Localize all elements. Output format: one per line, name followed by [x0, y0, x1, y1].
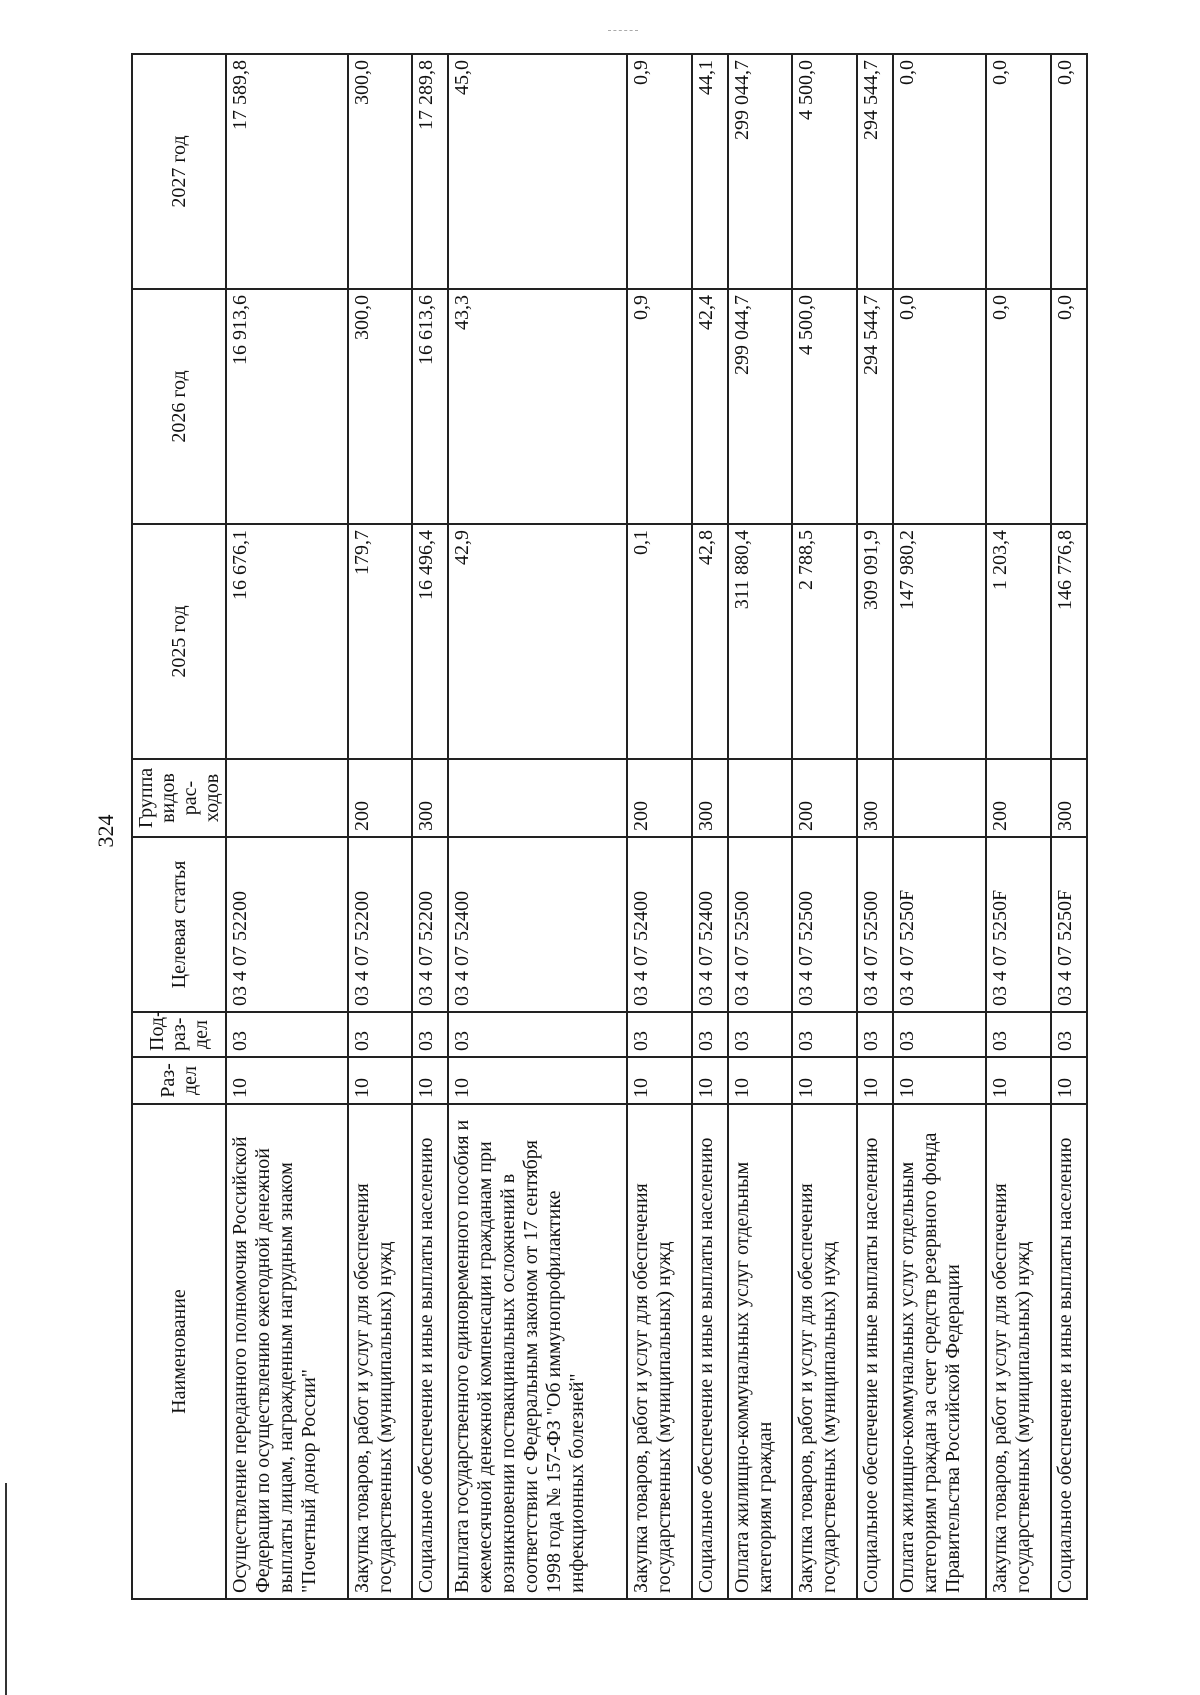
cell-podrazdel: 03 — [692, 1012, 728, 1057]
cell-2027: 0,0 — [893, 54, 986, 289]
cell-2026: 0,0 — [893, 289, 986, 524]
table-row — [986, 54, 1051, 1599]
header-razdel: Раз-дел — [132, 1057, 226, 1104]
cell-group — [893, 759, 986, 837]
cell-name: Закупка товаров, работ и услуг для обеспечения государственных (муниципальных) нужд — [986, 1104, 1051, 1599]
table-row — [857, 54, 893, 1599]
cell-2025: 179,7 — [348, 524, 413, 759]
cell-target: 03 4 07 52500 — [857, 837, 893, 1012]
cell-group — [226, 759, 348, 837]
cell-2025: 0,1 — [627, 524, 692, 759]
header-2025: 2025 год — [132, 524, 226, 759]
cell-podrazdel: 03 — [627, 1012, 692, 1057]
cell-target: 03 4 07 52400 — [692, 837, 728, 1012]
cell-2026: 42,4 — [692, 289, 728, 524]
cell-2026: 0,0 — [986, 289, 1051, 524]
header-podrazdel: Под-раз-дел — [132, 1012, 226, 1057]
cell-2026: 16 613,6 — [412, 289, 448, 524]
header-name: Наименование — [132, 1104, 226, 1599]
cell-razdel: 10 — [627, 1057, 692, 1104]
table-row — [893, 54, 986, 1599]
cell-podrazdel: 03 — [348, 1012, 413, 1057]
cell-name: Закупка товаров, работ и услуг для обеспечения государственных (муниципальных) нужд — [348, 1104, 413, 1599]
cell-group: 200 — [792, 759, 857, 837]
cell-2026: 4 500,0 — [792, 289, 857, 524]
cell-razdel: 10 — [857, 1057, 893, 1104]
cell-2026: 300,0 — [348, 289, 413, 524]
cell-2025: 311 880,4 — [728, 524, 793, 759]
cell-group: 300 — [857, 759, 893, 837]
table-row — [1051, 54, 1087, 1599]
cell-podrazdel: 03 — [412, 1012, 448, 1057]
cell-name: Закупка товаров, работ и услуг для обеспечения государственных (муниципальных) нужд — [627, 1104, 692, 1599]
cell-podrazdel: 03 — [857, 1012, 893, 1057]
table-row — [348, 54, 413, 1599]
cell-2026: 299 044,7 — [728, 289, 793, 524]
cell-2027: 294 544,7 — [857, 54, 893, 289]
cell-2025: 1 203,4 — [986, 524, 1051, 759]
cell-target: 03 4 07 52200 — [226, 837, 348, 1012]
cell-2025: 2 788,5 — [792, 524, 857, 759]
cell-group: 300 — [1051, 759, 1087, 837]
table-header-row — [132, 54, 226, 1599]
cell-target: 03 4 07 52400 — [627, 837, 692, 1012]
cell-name: Закупка товаров, работ и услуг для обеспечения государственных (муниципальных) нужд — [792, 1104, 857, 1599]
table-row — [226, 54, 348, 1599]
cell-razdel: 10 — [692, 1057, 728, 1104]
cell-2027: 17 289,8 — [412, 54, 448, 289]
rotated-table-wrapper — [131, 55, 1088, 1600]
cell-name: Социальное обеспечение и иные выплаты населению — [1051, 1104, 1087, 1599]
cell-podrazdel: 03 — [1051, 1012, 1087, 1057]
cell-name: Оплата жилищно-коммунальных услуг отдельным категориям граждан за счет средств резервного фонда Правительства Российской Федерации — [893, 1104, 986, 1599]
cell-razdel: 10 — [893, 1057, 986, 1104]
cell-2026: 43,3 — [448, 289, 627, 524]
cell-2025: 42,8 — [692, 524, 728, 759]
scan-edge-mark — [5, 1483, 7, 1695]
cell-target: 03 4 07 52200 — [412, 837, 448, 1012]
cell-group: 200 — [627, 759, 692, 837]
cell-group: 200 — [348, 759, 413, 837]
cell-podrazdel: 03 — [792, 1012, 857, 1057]
cell-2025: 309 091,9 — [857, 524, 893, 759]
table-row — [412, 54, 448, 1599]
cell-group — [728, 759, 793, 837]
cell-razdel: 10 — [226, 1057, 348, 1104]
cell-target: 03 4 07 52200 — [348, 837, 413, 1012]
cell-target: 03 4 07 5250F — [893, 837, 986, 1012]
cell-2027: 0,0 — [986, 54, 1051, 289]
cell-target: 03 4 07 5250F — [1051, 837, 1087, 1012]
cell-razdel: 10 — [728, 1057, 793, 1104]
header-group: Группа видов рас-ходов — [132, 759, 226, 837]
cell-target: 03 4 07 52500 — [728, 837, 793, 1012]
cell-group: 200 — [986, 759, 1051, 837]
table-row — [448, 54, 627, 1599]
table-row — [728, 54, 793, 1599]
table-row — [792, 54, 857, 1599]
cell-name: Социальное обеспечение и иные выплаты населению — [692, 1104, 728, 1599]
cell-target: 03 4 07 5250F — [986, 837, 1051, 1012]
cell-2026: 0,9 — [627, 289, 692, 524]
cell-2027: 4 500,0 — [792, 54, 857, 289]
cell-2025: 16 676,1 — [226, 524, 348, 759]
cell-2026: 0,0 — [1051, 289, 1087, 524]
cell-razdel: 10 — [448, 1057, 627, 1104]
cell-group: 300 — [412, 759, 448, 837]
cell-2027: 45,0 — [448, 54, 627, 289]
cell-group: 300 — [692, 759, 728, 837]
cell-name: Оплата жилищно-коммунальных услуг отдельным категориям граждан — [728, 1104, 793, 1599]
cell-razdel: 10 — [412, 1057, 448, 1104]
header-2026: 2026 год — [132, 289, 226, 524]
page-number: 324 — [93, 814, 118, 848]
header-target: Целевая статья — [132, 837, 226, 1012]
cell-podrazdel: 03 — [893, 1012, 986, 1057]
cell-name: Социальное обеспечение и иные выплаты населению — [857, 1104, 893, 1599]
budget-table — [131, 53, 1088, 1600]
cell-2025: 42,9 — [448, 524, 627, 759]
cell-name: Осуществление переданного полномочия Российской Федерации по осуществлению ежегодной денежной выплаты лицам, награжденным нагрудным знаком "Почетный донор России" — [226, 1104, 348, 1599]
cell-target: 03 4 07 52400 — [448, 837, 627, 1012]
cell-2026: 294 544,7 — [857, 289, 893, 524]
cell-podrazdel: 03 — [226, 1012, 348, 1057]
cell-2027: 44,1 — [692, 54, 728, 289]
table-row — [627, 54, 692, 1599]
cell-2027: 300,0 — [348, 54, 413, 289]
cell-2025: 146 776,8 — [1051, 524, 1087, 759]
cell-razdel: 10 — [986, 1057, 1051, 1104]
table-row — [692, 54, 728, 1599]
cell-2027: 17 589,8 — [226, 54, 348, 289]
cell-name: Социальное обеспечение и иные выплаты населению — [412, 1104, 448, 1599]
scan-dash-mark — [608, 30, 638, 32]
table-body — [226, 54, 1087, 1599]
cell-podrazdel: 03 — [448, 1012, 627, 1057]
cell-2025: 16 496,4 — [412, 524, 448, 759]
cell-2027: 0,0 — [1051, 54, 1087, 289]
cell-2027: 0,9 — [627, 54, 692, 289]
cell-2027: 299 044,7 — [728, 54, 793, 289]
cell-2025: 147 980,2 — [893, 524, 986, 759]
cell-podrazdel: 03 — [986, 1012, 1051, 1057]
header-2027: 2027 год — [132, 54, 226, 289]
cell-name: Выплата государственного единовременного пособия и ежемесячной денежной компенсации гражданам при возникновении поствакцинальных осложнений в соответствии с Федеральным законом от 17 сентября 1998 года № 157-ФЗ "Об иммунопрофилактике инфекционных болезней" — [448, 1104, 627, 1599]
cell-podrazdel: 03 — [728, 1012, 793, 1057]
cell-group — [448, 759, 627, 837]
cell-razdel: 10 — [1051, 1057, 1087, 1104]
cell-2026: 16 913,6 — [226, 289, 348, 524]
cell-razdel: 10 — [792, 1057, 857, 1104]
cell-razdel: 10 — [348, 1057, 413, 1104]
cell-target: 03 4 07 52500 — [792, 837, 857, 1012]
